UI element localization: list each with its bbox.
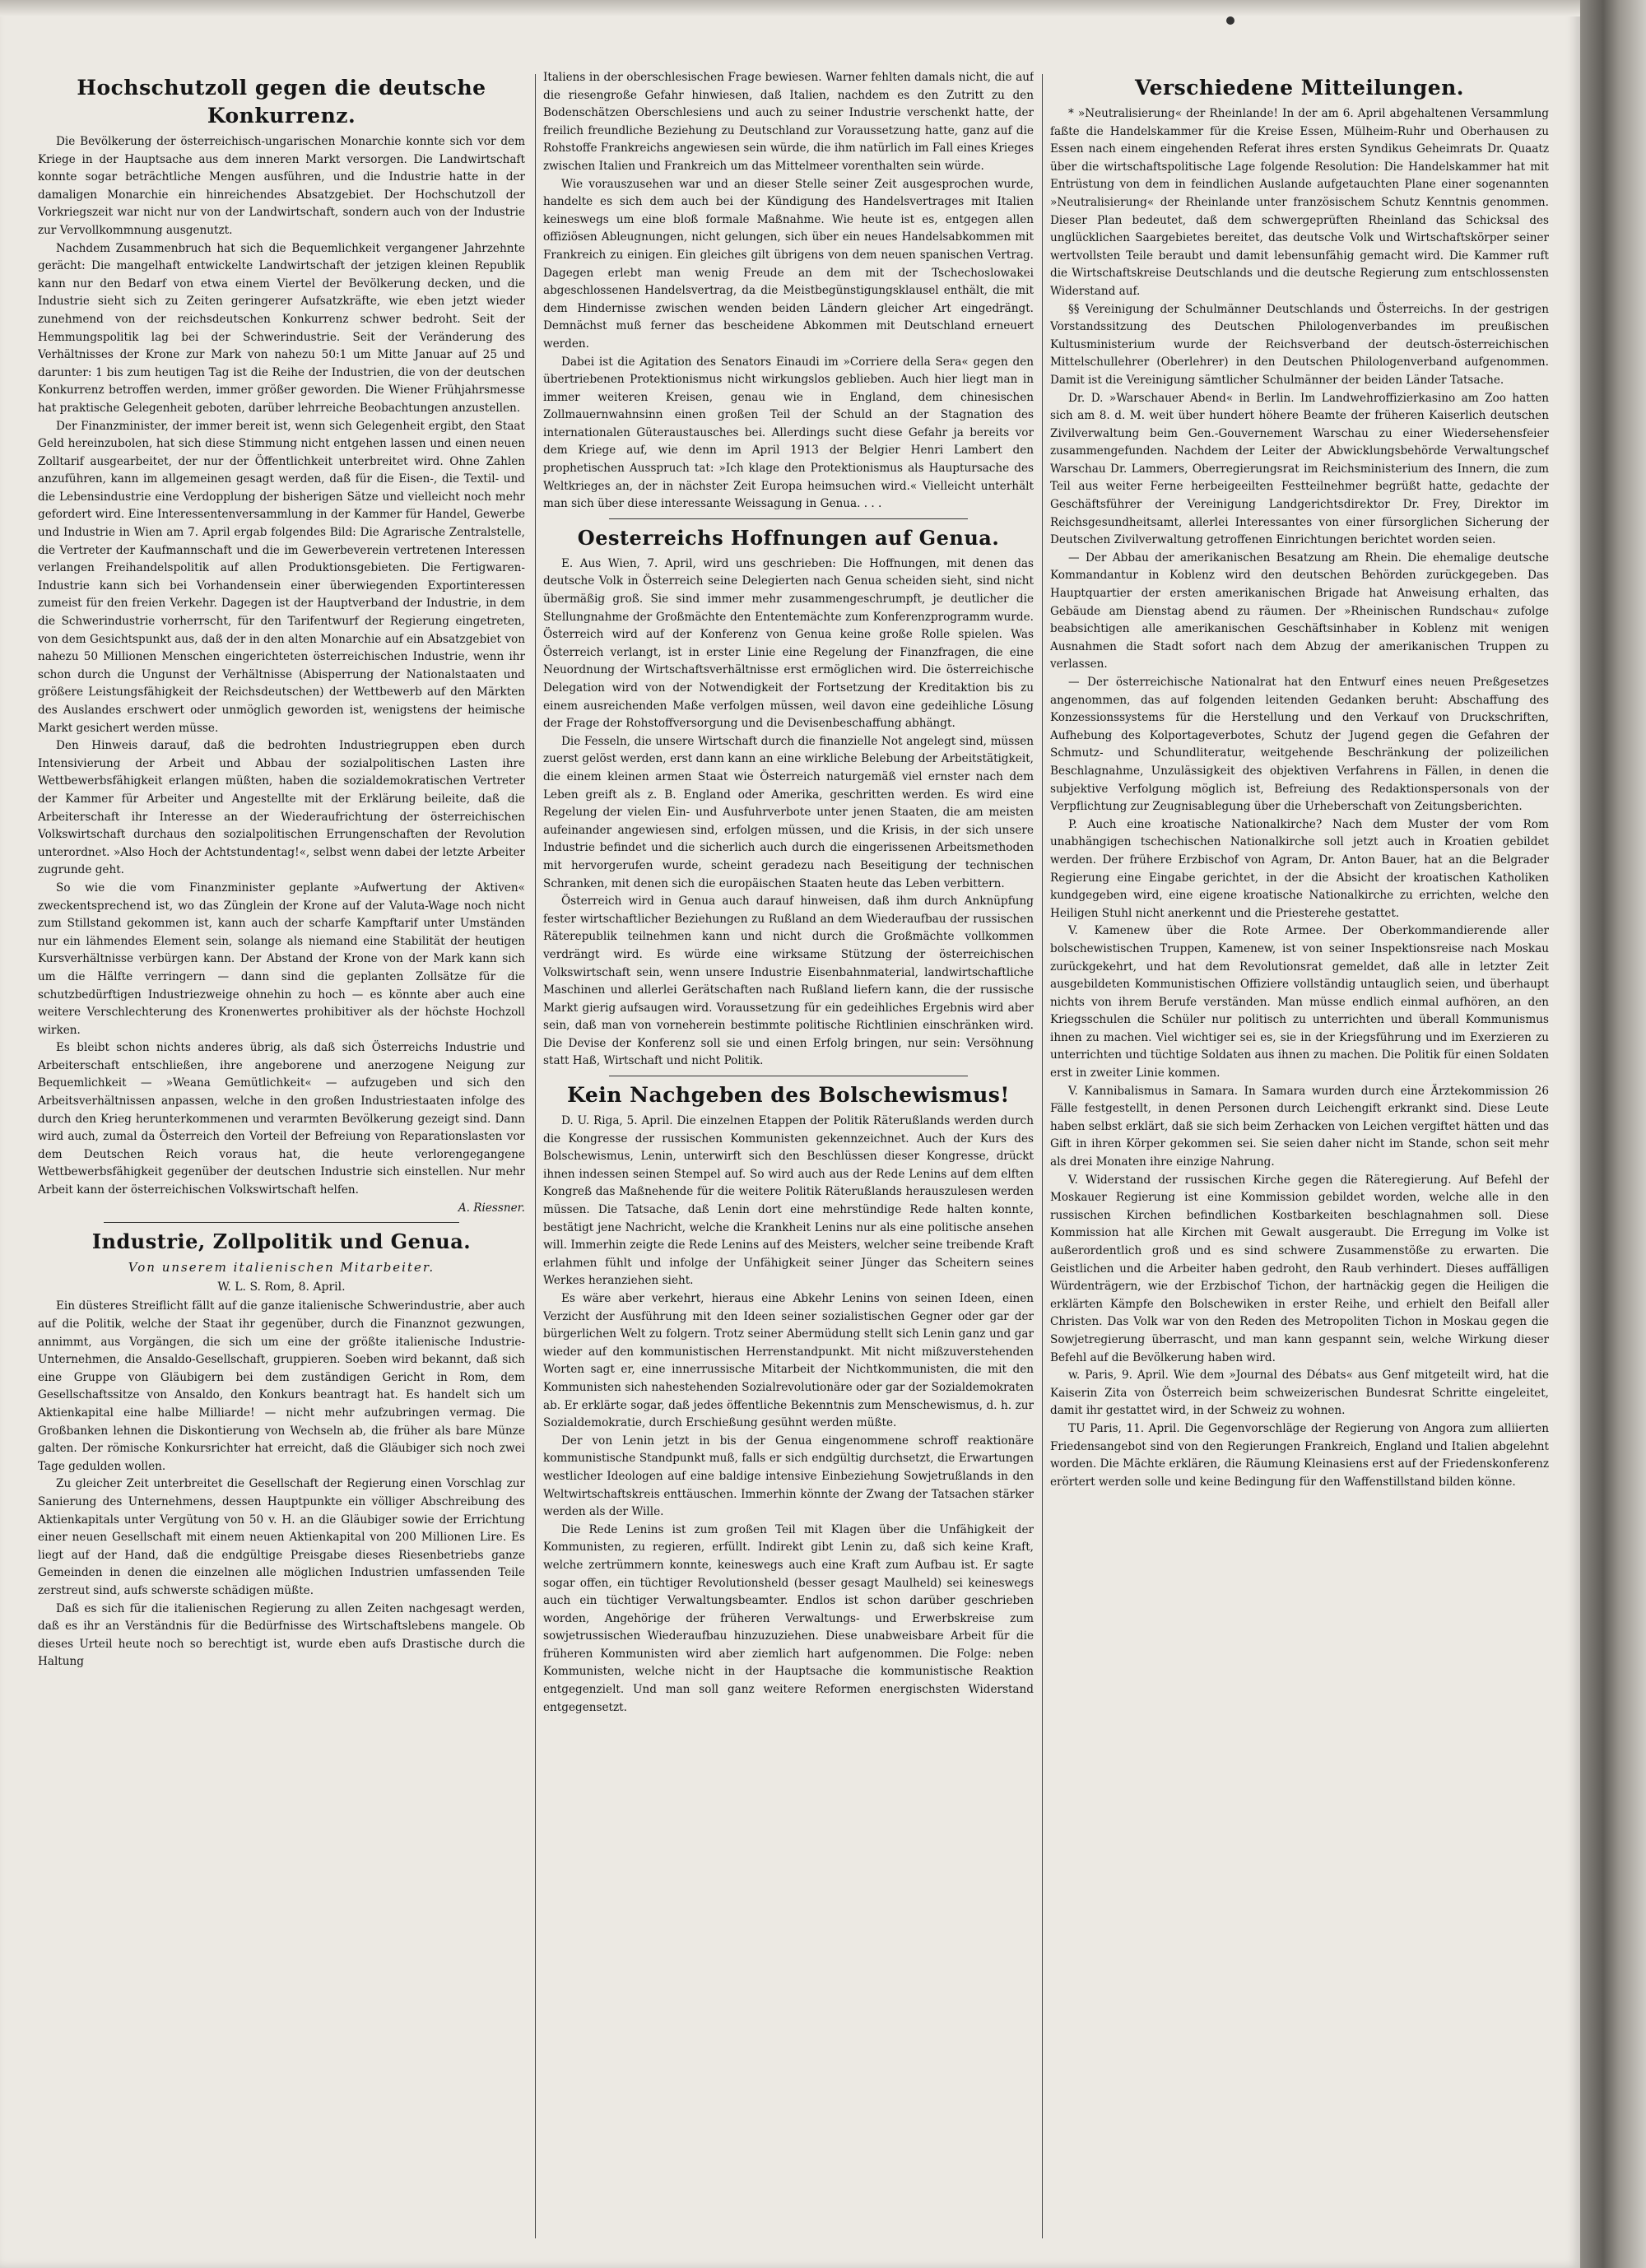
paragraph: Die Rede Lenins ist zum großen Teil mit Klagen über die Unfähigkeit der Kommunisten, zu regieren, erfüllt. Indirekt gibt Lenin zu, daß sich keine Kraft, welche zertrümmern konnte, keineswegs auch eine Kraft zum Aufbau ist. Er sagte sogar offen, ein tüchtiger Revolutionsheld (besser gesagt Maulheld) sei keineswegs auch ein tüchtiger Verwaltungsbeamter. Endlos ist schon darüber geschrieben worden, Angehörige der früheren Verwaltungs- und Erwerbskreise zum sowjetrussischen Wiederaufbau hinzuzuziehen. Diese unabweisbare Arbeit für die früheren Kommunisten wird aber ziemlich hart aufgenommen. Die Folge: neben Kommunisten, welche nicht in der Hauptsache die kommunistische Reaktion entgegenzielt. Und man soll ganz weitere Reformen energischsten Widerstand entgegensetzt. <box>543 1522 1034 1714</box>
paragraph: Nachdem Zusammenbruch hat sich die Bequemlichkeit vergangener Jahrzehnte gerächt: Die mangelhaft entwickelte Landwirtschaft der jetzigen kleinen Republik kann nur den Bedarf von etwa einem Viertel der Bevölkerung decken, und die Industrie sieht sich zu Zeiten geringerer Aufsatzkräfte, wie eben jetzt wieder zunehmend von der reichsdeutschen Konkurrenz schwer bedroht. Seit der Hemmungspolitik lag bei der Schwerindustrie. Seit der Veränderung des Verhältnisses der Krone zur Mark von nahezu 50:1 um Mitte Januar auf 25 und darunter: 1 bis zum heutigen Tag ist die Reihe der Industrien, die von der deutschen Konkurrenz betroffen werden, immer größer geworden. Die Wiener Frühjahrsmesse hat praktische Gelegenheit geboten, darüber lehrreiche Beobachtungen anzustellen. <box>38 241 525 415</box>
news-item: TU Paris, 11. April. Die Gegenvorschläge der Regierung von Angora zum alliierten Friedensangebot sind von den Regierungen Frankreich, England und Italien abgelehnt worden. Die Mächte erklären, die Räumung Kleinasiens erst auf der Friedenskonferenz erörtert werden solle und keine Bedingung für den Waffenstillstand bilden könne. <box>1050 1421 1549 1489</box>
paragraph: Ein düsteres Streiflicht fällt auf die ganze italienische Schwerindustrie, aber auch auf die Politik, welche der Staat ihr gegenüber, durch die Finanznot gezwungen, annimmt, aus Vorgängen, die sich um eine der größte italienische Industrie-Unternehmen, die Ansaldo-Gesellschaft, gruppieren. Soeben wird bekannt, daß sich eine Gruppe von Gläubigern bei dem zuständigen Gericht in Rom, dem Gesellschaftssitze von Ansaldo, den Konkurs beantragt hat. Es handelt sich um Aktienkapital eine halbe Milliarde! — nicht mehr aufzubringen vermag. Die Großbanken lehnen die Diskontierung von Wechseln ab, die früher als bare Münze galten. Der römische Konkursrichter hat erreicht, daß die Gläubiger sich noch zwei Tage gedulden wollen. <box>38 1299 525 1473</box>
news-item: §§ Vereinigung der Schulmänner Deutschlands und Österreichs. In der gestrigen Vorstandssitzung des Deutschen Philologenverbandes im preußischen Kultusministerium wurde der Reichsverband der deutsch-österreichischen Mittelschullehrer (Oberlehrer) in den Deutschen Philologenverband aufgenommen. Damit ist die Vereinigung sämtlicher Schulmänner der beiden Länder Tatsache. <box>1050 302 1549 387</box>
binding-hole <box>1226 16 1234 25</box>
paragraph: Daß es sich für die italienischen Regierung zu allen Zeiten nachgesagt werden, daß es ihr an Verständnis für die Bedürfnisse des Wirtschaftslebens mangele. Ob dieses Urteil heute noch so berechtigt ist, wurde eben aufs Drastische durch die Haltung <box>38 1601 525 1669</box>
paragraph: So wie die vom Finanzminister geplante »Aufwertung der Aktiven« zweckentsprechend ist, wo das Zünglein der Krone auf der Valuta-Wage noch nicht zum Stillstand gekommen ist, kann auch der scharfe Kampftarif unter Umständen nur ein lähmendes Element sein, solange als niemand eine Stabilität der heutigen Kursverhältnisse verbürgen kann. Der Abstand der Krone von der Mark kann sich um die Hälfte verringern — dann sind die geplanten Zollsätze für die schutzbedürftigen Industriezweige ohnehin zu hoch — es könnte aber auch eine weitere Verschlechterung des Kronenwertes prohibitiver als der höchste Hochzoll wirken. <box>38 881 525 1037</box>
section-title-verschiedene: Verschiedene Mitteilungen. <box>1134 76 1464 100</box>
column-2 <box>543 69 1034 2242</box>
headline-industrie-genua: Industrie, Zollpolitik und Genua. <box>91 1229 472 1254</box>
news-item: V. Kannibalismus in Samara. In Samara wurden durch eine Ärztekommission 26 Fälle festgestellt, in denen Personen durch Leichengift erkrankt sind. Diese Leute haben selbst erklärt, daß sie sich beim Zerhacken von Leichen vergiftet hätten und das Gift in ihren Körper gekommen sei. Sie seien daher nicht im Stande, schon seit mehr als drei Monaten ihre einzige Nahrung. <box>1050 1084 1549 1169</box>
paragraph: D. U. Riga, 5. April. Die einzelnen Etappen der Politik Räterußlands werden durch die Kongresse der russischen Kommunisten gekennzeichnet. Auch der Kurs des Bolschewismus, Lenin, unterwirft sich den Beschlüssen dieser Kongresse, drückt ihnen indessen seinen Stempel auf. So wird auch aus der Rede Lenins auf dem elften Kongreß das Maßnehende für die weitere Politik Räterußlands herauszulesen werden müssen. Die Tatsache, daß Lenin dort eine mehrstündige Rede halten konnte, bestätigt jene Nachricht, welche die Krankheit Lenins nur als eine politische ansehen will. Immerhin zeigte die Rede Lenins auf des Meisters, welcher seine treibende Kraft erlahmen fühlt und infolge der Unfähigkeit seiner Jünger das Scheitern seines Werkes heranziehen sieht. <box>543 1114 1034 1288</box>
paragraph: Wie vorauszusehen war und an dieser Stelle seiner Zeit ausgesprochen wurde, handelte es sich dem auch bei der Kündigung des Handelsvertrages mit Italien keineswegs um eine bloß formale Maßnahme. Wie heute ist es, entgegen allen offiziösen Ableugnungen, nicht gelungen, sich über ein neues Handelsabkommen mit Frankreich zu einigen. Ein gleiches gilt übrigens von dem neuen spanischen Vertrag. Dagegen erlebt man wenig Freude an dem mit der Tschechoslowakei abgeschlossenen Handelsvertrag, da die Meistbegünstigungsklausel enthält, die mit dem Hindernisse zwischen wenden beiden Ländern gleicher Art eingedrängt. Demnächst muß ferner das bescheidene Abkommen mit Deutschland erneuert werden. <box>543 177 1034 351</box>
news-item: * »Neutralisierung« der Rheinlande! In der am 6. April abgehaltenen Versammlung faßte die Handelskammer für die Kreise Essen, Mülheim-Ruhr und Oberhausen zu Essen nach einem eingehenden Referat ihres ersten Syndikus Geheimrats Dr. Quaatz über die wirtschaftspolitische Lage folgende Resolution: Die Handelskammer hat mit Entrüstung von dem in feindlichen Auslande aufgetauchten Plane einer sogenannten »Neutralisierung« der Rheinlande unter französischem Schutz Kenntnis genommen. Dieser Plan bedeutet, daß dem schwergeprüften Rheinland das Schicksal des unglücklichen Saargebietes bereitet, das deutsche Volk und Wirtschaftskörper seiner wertvollsten Teile beraubt und damit lebensunfähig gemacht wird. Die Kammer ruft die Wirtschaftskreise Deutschlands und die deutsche Regierung zum entschlossensten Widerstand auf. <box>1050 107 1549 298</box>
news-item: V. Kamenew über die Rote Armee. Der Oberkommandierende aller bolschewistischen Truppen, Kamenew, ist von seiner Inspektionsreise nach Moskau zurückgekehrt, und hat dem Revolutionsrat gemeldet, daß alle in letzter Zeit ausgebildeten Kommunistischen Offiziere vollständig untauglich seien, und überhaupt nichts von ihrem Berufe verständen. Man müsse endlich einmal aufhören, an den Kriegsschulen die Schüler nur politisch zu unterrichten und überall Kommunismus ihnen zu machen. Viel wichtiger sei es, sie in der Kriegsführung und im Exerzieren zu unterrichten und tüchtige Soldaten aus ihnen zu machen. Die Politik für einen Soldaten erst in zweiter Linie kommen. <box>1050 924 1549 1081</box>
paragraph: Dabei ist die Agitation des Senators Einaudi im »Corriere della Sera« gegen den übertriebenen Protektionismus nicht wirkungslos geblieben. Auch hier liegt man in immer weiteren Kreisen, genau wie in England, dem chinesischen Zollmauernwahnsinn einen großen Teil der Schuld an der Stagnation des internationalen Güteraustausches bei. Allerdings sucht diese Gefahr ja bereits vor dem Kriege auf, wie denn im April 1913 der Belgier Henri Lambert den prophetischen Ausspruch tat: »Ich klage den Protektionismus als Hauptursache des Weltkrieges an, der in nächster Zeit Europa heimsuchen wird.« Vielleicht unterhält man sich über diese interessante Weissagung in Genua. . . . <box>543 355 1034 511</box>
paragraph: Es bleibt schon nichts anderes übrig, als daß sich Österreichs Industrie und Arbeiterschaft entschließen, ihre angeborene und anerzogene Neigung zur Bequemlichkeit — »Weana Gemütlichkeit« — aufzugeben und sich den Arbeitsverhältnissen anpassen, welche in den großen Industriestaaten infolge des durch den Krieg herunterkommenen und verarmten Bevölkerung gezeigt sind. Dann wird auch, zumal da Österreich den Vorteil der Befreiung von Reparationslasten vor dem Deutschen Reich voraus hat, die heute verlorengegangene Wettbewerbsfähigkeit gegenüber der deutschen Industrie sich einstellen. Nur mehr Arbeit kann der österreichischen Volkswirtschaft helfen. <box>38 1041 525 1197</box>
page-top-shadow <box>0 0 1580 16</box>
news-item: — Der Abbau der amerikanischen Besatzung am Rhein. Die ehemalige deutsche Kommandantur in Koblenz wird den deutschen Behörden zurückgegeben. Das Hauptquartier der ersten amerikanischen Brigade hat Anweisung erhalten, das Gebäude am Dienstag abend zu räumen. Der »Rheinischen Rundschau« zufolge beabsichtigen alle amerikanischen Geschäftsinhaber in Koblenz mit wenigen Ausnahmen die Stadt sofort nach dem Abzug der amerikanischen Truppen zu verlassen. <box>1050 551 1549 672</box>
paragraph: Die Bevölkerung der österreichisch-ungarischen Monarchie konnte sich vor dem Kriege in der Hauptsache aus dem inneren Markt versorgen. Die Landwirtschaft konnte sogar beträchtliche Mengen ausführen, und die Industrie hatte in der damaligen Monarchie ein hinreichendes Absatzgebiet. Der Hochschutzoll der Vorkriegszeit war nicht nur von der Landwirtschaft, sondern auch von der Industrie zur Vervollkommnung ausgenutzt. <box>38 135 525 237</box>
paragraph: Österreich wird in Genua auch darauf hinweisen, daß ihm durch Anknüpfung fester wirtschaftlicher Beziehungen zu Rußland an dem Wiederaufbau der russischen Räterepublik teilnehmen kann und nicht durch die Großmächte vollkommen verdrängt wird. Es würde eine wirksame Stützung der österreichischen Volkswirtschaft sein, wenn unsere Industrie Eisenbahnmaterial, landwirtschaftliche Maschinen und allerlei Gerätschaften nach Rußland liefern kann, die der russische Markt gierig aufsaugen wird. Voraussetzung für ein gedeihliches Ergebnis wird aber sein, daß man von vorneherein bestimmte politische Richtlinien einschränken wird. Die Devise der Konferenz soll sie und einen Erfolg bringen, nur sein: Versöhnung statt Haß, Wirtschaft und nicht Politik. <box>543 895 1034 1068</box>
headline-hochschutzoll: Hochschutzoll gegen die deutsche Konkurrenz. <box>77 76 486 128</box>
paragraph: Italiens in der oberschlesischen Frage bewiesen. Warner fehlten damals nicht, die auf die riesengroße Gefahr hinwiesen, daß Italien, nachdem es den Zutritt zu den Bodenschätzen Oberschlesiens und auch zu seiner Industrie verschenkt hatte, der freilich freundliche Beziehung zu Deutschland zur Voraussetzung hatte, ganz auf die Rohstoffe Frankreichs angewiesen sein würde, die ihm natürlich im Fall eines Krieges zwischen Italien und Frankreich um das Mittelmeer vorenthalten sein würde. <box>543 71 1034 173</box>
column-divider <box>535 74 536 2238</box>
page-edge-shadow <box>1580 0 1646 2268</box>
column-1 <box>38 69 525 2242</box>
paragraph: Die Fesseln, die unsere Wirtschaft durch die finanzielle Not angelegt sind, müssen zuerst gelöst werden, erst dann kann an eine wirkliche Belebung der Arbeitstätigkeit, die einem kleinen armen Staat wie Österreich naturgemäß viel ernster nach dem Leben greift als z. B. England oder Amerika, geschritten werden. Es wird eine Regelung der vielen Ein- und Ausfuhrverbote unter jenen Staaten, die am meisten aufeinander angewiesen sind, erfolgen müssen, und die Krisis, in der sich unsere Industrie befindet und die sicherlich auch durch die eingerissenen Arbeitsmethoden mit hervorgerufen wurde, scheint geradezu nach Beseitigung der technischen Schranken, mit denen sich die europäischen Staaten heute das Leben verbittern. <box>543 734 1034 890</box>
news-item: — Der österreichische Nationalrat hat den Entwurf eines neuen Preßgesetzes angenommen, das auf folgenden leitenden Gedanken beruht: Abschaffung des Konzessionssystems für die Herstellung und den Verkauf von Druckschriften, Aufhebung des Kolportageverbotes, Schutz der Jugend gegen die Gefahren der Schmutz- und Schundliteratur, weitgehende Beschränkung der polizeilichen Beschlagnahme, Unzulässigkeit des objektiven Verfahrens in Fällen, in denen die subjektive Verfolgung möglich ist, Befreiung des Redaktionspersonals von der Verpflichtung zur Zeugnisablegung über die Urheberschaft von Zeitungsberichten. <box>1050 676 1549 814</box>
paragraph: Der von Lenin jetzt in bis der Genua eingenommene schroff reaktionäre kommunistische Standpunkt muß, falls er sich endgültig durchsetzt, die Erwartungen westlicher Ideologen auf eine baldige intensive Einbeziehung Sowjetrußlands in den Weltwirtschaftskreis enttäuschen. Immerhin könnte der Zwang der Tatsachen stärker werden als der Wille. <box>543 1434 1034 1519</box>
article-dateline: W. L. S. Rom, 8. April. <box>217 1280 346 1294</box>
headline-oesterreichs-hoffnungen: Oesterreichs Hoffnungen auf Genua. <box>577 525 1000 550</box>
separator <box>609 518 968 519</box>
news-item: w. Paris, 9. April. Wie dem »Journal des Débats« aus Genf mitgeteilt wird, hat die Kaiserin Zita von Österreich beim schweizerischen Bundesrat Schritte eingeleitet, damit ihr gestattet wird, in der Schweiz zu wohnen. <box>1050 1369 1549 1418</box>
column-3 <box>1050 69 1549 2242</box>
separator <box>104 1222 459 1223</box>
news-item: Dr. D. »Warschauer Abend« in Berlin. Im Landwehroffizierkasino am Zoo hatten sich am 8. d. M. weit über hundert höhere Beamte der früheren Kaiserlich deutschen Zivilverwaltung beim Gen.-Gouvernement Warschau zu einer Wiedersehensfeier zusammengefunden. Nachdem der Leiter der Abwicklungsbehörde Verwaltungschef Warschau Dr. Lammers, Oberregierungsrat im Reichsministerium des Innern, die zum Teil aus weiter Ferne herbeigeeilten Festteilnehmer begrüßt hatte, gedachte der Geschäftsführer der Vereinigung Landgerichtsdirektor Dr. Frey, Direktor im Reichsgesundheitsamt, allerlei Interessantes von einer fürsorglichen Sicherung der Deutschen Zivilverwaltung getroffenen Einrichtungen berichtet worden seien. <box>1050 391 1549 547</box>
news-item: P. Auch eine kroatische Nationalkirche? Nach dem Muster der vom Rom unabhängigen tschechischen Nationalkirche soll jetzt auch in Kroatien gebildet werden. Der frühere Erzbischof von Agram, Dr. Anton Bauer, hat an die Belgrader Regierung eine Eingabe gerichtet, in der die Absicht der kroatischen Katholiken kundgegeben wird, eine eigene kroatische Nationalkirche zu errichten, welche den Heiligen Stuhl nicht anerkennt und die Priesterehe gestattet. <box>1050 817 1549 920</box>
news-item: V. Widerstand der russischen Kirche gegen die Räteregierung. Auf Befehl der Moskauer Regierung ist eine Kommission gebildet worden, welche alle in den russischen Kirchen befindlichen Kostbarkeiten beschlagnahmen soll. Diese Kommission hat alle Kirchen mit Gewalt ausgeraubt. Die Erregung im Volke ist außerordentlich groß und es sind schwere Zusammenstöße zu erwarten. Die Geistlichen und die Arbeiter haben gedroht, den Raub verhindert. Dieses auffälligen Würdenträgern, wie der Erzbischof Tichon, der hartnäckig gegen die Heiligen die erklärten Kämpfe den Bolschewiken in erster Reihe, und erhielt den Beifall aller Christen. Das Volk war von den Reden des Metropoliten Tichon in Moskau gegen die Sowjetregierung überrascht, und man kann gespannt sein, welche Wirkung dieser Befehl auf die Bevölkerung haben wird. <box>1050 1173 1549 1364</box>
article-byline: Von unserem italienischen Mitarbeiter. <box>128 1260 435 1276</box>
column-divider <box>1042 74 1043 2238</box>
paragraph: Zu gleicher Zeit unterbreitet die Gesellschaft der Regierung einen Vorschlag zur Sanierung des Unternehmens, dessen Hauptpunkte ein völliger Abschreibung des Aktienkapitals unter Vergütung von 50 v. H. an die Gläubiger sowie der Errichtung einer neuen Gesellschaft mit einem neuen Aktienkapital von 200 Millionen Lire. Es liegt auf der Hand, daß die endgültige Preisgabe dieses Riesenbetriebs ganze Gemeinden in denen die einzelnen alle möglichen Industrien umfassenden Teile zerstreut sind, aufs schwerste schädigen müßte. <box>38 1477 525 1597</box>
headline-kein-nachgeben: Kein Nachgeben des Bolschewismus! <box>567 1083 1010 1108</box>
paragraph: E. Aus Wien, 7. April, wird uns geschrieben: Die Hoffnungen, mit denen das deutsche Volk in Österreich seine Delegierten nach Genua scheiden sieht, sind nicht übermäßig groß. Sie sind immer mehr zusammengeschrumpft, je deutlicher die Stellungnahme der Großmächte den Ententemächte zum Konferenzprogramm wurde. Österreich wird auf der Konferenz von Genua keine große Rolle spielen. Was Österreich verlangt, ist in erster Linie eine Regelung der Finanzfragen, die eine Neuordnung der Wirtschaftsverhältnisse erst ermöglichen wird. Die österreichische Delegation wird von der Notwendigkeit der Fortsetzung der Kreditaktion bis zu einem ausreichenden Maße verfolgen müssen, weil davon eine gedeihliche Lösung der Frage der Rohstoffversorgung und die Devisenbeschaffung abhängt. <box>543 556 1034 731</box>
paragraph: Es wäre aber verkehrt, hieraus eine Abkehr Lenins von seinen Ideen, einen Verzicht der Ausführung mit den Ideen seiner sozialistischen Gegner oder gar der bürgerlichen Welt zu folgern. Trotz seiner Abermüdung stellt sich Lenin ganz und gar wieder auf den kommunistischen Herrenstandpunkt. Mit nicht mißzuverstehenden Worten sagt er, eine innerrussische Mitarbeit der Nichtkommunisten, die mit den Kommunisten sich nahestehenden Sozialrevolutionäre oder gar der Sozialdemokraten ab. Er erklärte sogar, daß jedes öffentliche Bekenntnis zum Menschewismus, d. h. zur Sozialdemokratie, durch Erschießung gesühnt werden müßte. <box>543 1292 1034 1430</box>
paragraph: Den Hinweis darauf, daß die bedrohten Industriegruppen eben durch Intensivierung der Arbeit und Abbau der sozialpolitischen Lasten ihre Wettbewerbsfähigkeit erlangen müßten, haben die sozialdemokratischen Vertreter der Kammer für Arbeiter und Angestellte mit der Erklärung beileite, daß die Arbeiterschaft ihr Interesse an der Wiederaufrichtung der österreichischen Volkswirtschaft durchaus den sozialpolitischen Errungenschaften der Revolution unterordnet. »Also Hoch der Achtstundentag!«, selbst wenn dabei der letzte Arbeiter zugrunde geht. <box>38 739 525 877</box>
article-signature: A. Riessner. <box>458 1201 525 1215</box>
paragraph: Der Finanzminister, der immer bereit ist, wenn sich Gelegenheit ergibt, den Staat Geld hereinzubolen, hat sich diese Stimmung nicht entgehen lassen und einen neuen Zolltarif ausgearbeitet, der nur der Öffentlichkeit unterbreitet wird. Ohne Zahlen anzuführen, kann im allgemeinen gesagt werden, daß für die Eisen-, die Textil- und die Lebensindustrie eine Verdopplung der bisherigen Sätze und vielleicht noch mehr gefordert wird. Eine Interessentenversammlung in der Kammer für Handel, Gewerbe und Industrie in Wien am 7. April ergab folgendes Bild: Die Agrarische Zentralstelle, die Vertreter der Kaufmannschaft und die im Gewerbeverein vertretenen Interessen verlangen Freihandelspolitik auf allen Produktionsgebieten. Die Fertigwaren-Industrie kann sich bei Vorhandensein einer überwiegenden Exportinteressen zumeist für den freien Verkehr. Dagegen ist der Hauptverband der Industrie, in dem die Schwerindustrie vorherrscht, für den Tarifentwurf der Regierung eingetreten, von dem Gesichtspunkt aus, daß der in den alten Monarchie auf ein Absatzgebiet von nahezu 50 Millionen Menschen eingerichteten österreichischen Industrie, wenn ihr schon durch die Ungunst der Verhältnisse (Abisperrung der Nationalstaaten und größere Leistungsfähigkeit der Reichsdeutschen) der Wettbewerb auf den Märkten des Auslandes erschwert oder unmöglich geworden ist, wenigstens der heimische Markt gesichert werden müsse. <box>38 419 525 735</box>
